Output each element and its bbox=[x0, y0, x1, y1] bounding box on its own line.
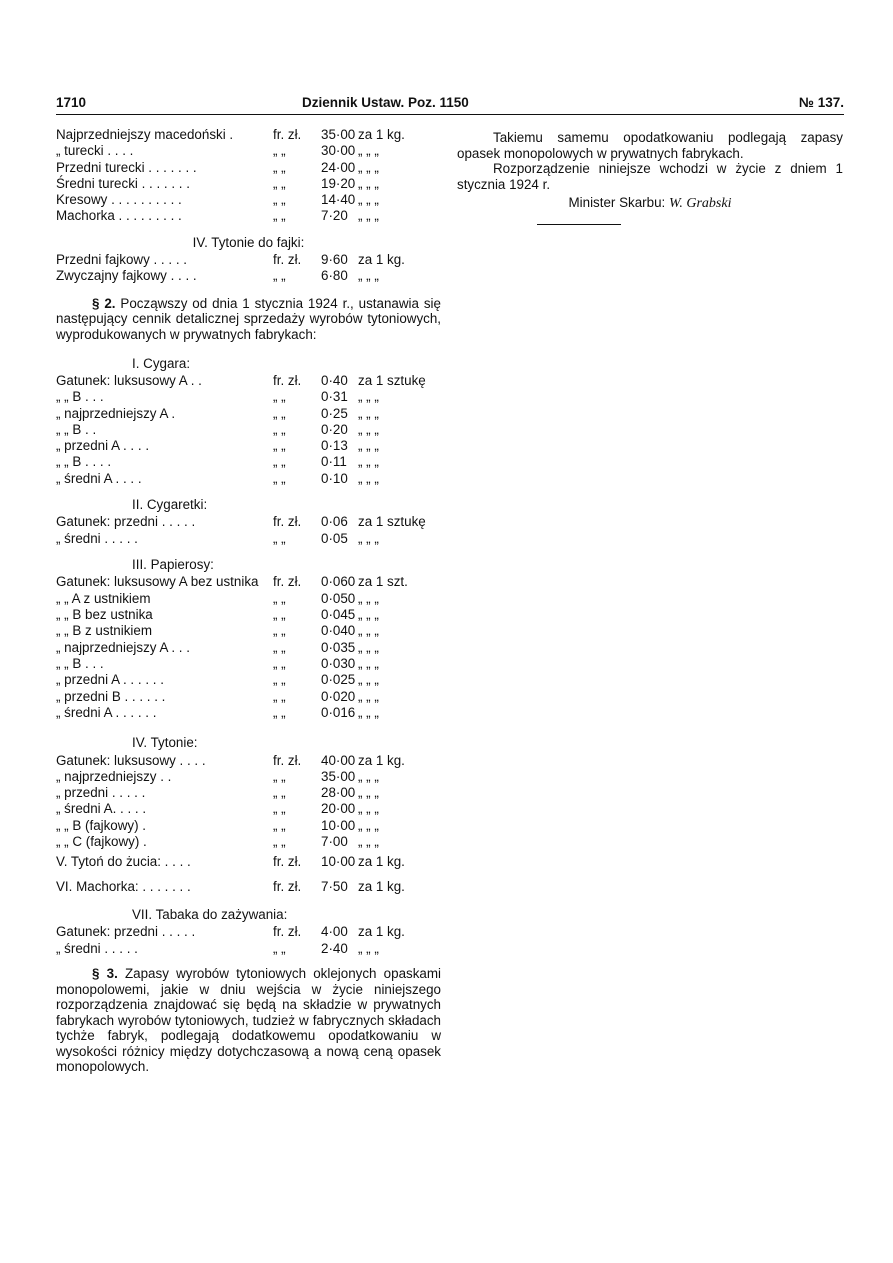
price-fr: „ „ bbox=[273, 268, 286, 284]
paragraph-text: Począwszy od dnia 1 stycznia 1924 r., ustanawia się następujący cennik detalicznej sprzedaży wyrobów tytoniowych, wyprodukowanych w prywatnych fabrykach: bbox=[56, 295, 441, 342]
price-price: 0·31 bbox=[321, 389, 348, 405]
price-unit: „ „ „ bbox=[358, 590, 379, 606]
price-row bbox=[56, 608, 441, 624]
price-fr: „ „ bbox=[273, 159, 286, 175]
price-unit: „ „ „ bbox=[358, 470, 379, 486]
price-row bbox=[56, 770, 441, 786]
price-fr: „ „ bbox=[273, 834, 286, 850]
price-price: 0·040 bbox=[321, 623, 356, 639]
price-unit: „ „ „ bbox=[358, 143, 379, 159]
left-column bbox=[56, 128, 441, 1079]
price-price: 0·050 bbox=[321, 590, 356, 606]
price-row bbox=[56, 209, 441, 225]
price-fr: „ „ bbox=[273, 530, 286, 546]
price-row bbox=[56, 515, 441, 531]
price-fr: „ „ bbox=[273, 801, 286, 817]
price-fr: „ „ bbox=[273, 623, 286, 639]
price-name: „ „ B z ustnikiem bbox=[56, 623, 152, 639]
price-unit: „ „ „ bbox=[358, 192, 379, 208]
price-price: 0·025 bbox=[321, 672, 356, 688]
price-name: „ „ B bez ustnika bbox=[56, 607, 153, 623]
price-name: „ „ C (fajkowy) . bbox=[56, 834, 147, 850]
page-header bbox=[56, 96, 844, 116]
price-name: „ najprzedniejszy . . bbox=[56, 768, 172, 784]
section-number: § 3. bbox=[92, 965, 118, 981]
price-name: V. Tytoń do żucia: . . . . bbox=[56, 854, 191, 870]
price-unit: „ „ „ bbox=[358, 768, 379, 784]
price-name: „ „ B . . . bbox=[56, 389, 104, 405]
price-name: Średni turecki . . . . . . . bbox=[56, 175, 190, 191]
price-row bbox=[56, 253, 441, 269]
signature bbox=[457, 196, 843, 211]
price-unit: za 1 kg. bbox=[358, 878, 405, 894]
price-unit: „ „ „ bbox=[358, 454, 379, 470]
price-unit: „ „ „ bbox=[358, 639, 379, 655]
price-fr: „ „ bbox=[273, 421, 286, 437]
price-row bbox=[56, 423, 441, 439]
price-name: „ przedni A . . . . . . bbox=[56, 672, 164, 688]
price-row bbox=[56, 641, 441, 657]
price-row bbox=[56, 455, 441, 471]
cigars-table bbox=[56, 374, 441, 488]
journal-title: Dziennik Ustaw. Poz. 1150 bbox=[302, 95, 469, 110]
price-fr: „ „ bbox=[273, 940, 286, 956]
price-fr: „ „ bbox=[273, 143, 286, 159]
price-unit: „ „ „ bbox=[358, 607, 379, 623]
price-price: 0·11 bbox=[321, 454, 347, 470]
price-row bbox=[56, 624, 441, 640]
price-unit: „ „ „ bbox=[358, 834, 379, 850]
price-unit: „ „ „ bbox=[358, 438, 379, 454]
right-column bbox=[457, 128, 843, 225]
price-fr: „ „ bbox=[273, 389, 286, 405]
price-price: 0·060 bbox=[321, 574, 356, 590]
price-row bbox=[56, 439, 441, 455]
price-unit: za 1 kg. bbox=[358, 127, 405, 142]
price-fr: „ „ bbox=[273, 192, 286, 208]
price-row bbox=[56, 269, 441, 285]
price-row bbox=[56, 161, 441, 177]
price-name: Gatunek: przedni . . . . . bbox=[56, 514, 196, 530]
price-fr: „ „ bbox=[273, 470, 286, 486]
price-price: 0·035 bbox=[321, 639, 356, 655]
price-price: 19·20 bbox=[321, 175, 356, 191]
price-price: 0·20 bbox=[321, 421, 348, 437]
price-price: 10·00 bbox=[321, 817, 356, 833]
price-name: Zwyczajny fajkowy . . . . bbox=[56, 268, 197, 284]
pipe-tobacco-table bbox=[56, 253, 441, 286]
price-row bbox=[56, 128, 441, 144]
price-fr: „ „ bbox=[273, 405, 286, 421]
price-unit: za 1 kg. bbox=[358, 252, 405, 268]
price-unit: „ „ „ bbox=[358, 389, 379, 405]
price-price: 20·00 bbox=[321, 801, 356, 817]
paragraph-3 bbox=[56, 966, 441, 1075]
price-price: 7·50 bbox=[321, 878, 348, 894]
price-row bbox=[56, 575, 441, 591]
price-row bbox=[56, 706, 441, 722]
signature-label: Minister Skarbu: bbox=[568, 195, 666, 211]
price-price: 0·10 bbox=[321, 470, 348, 486]
price-unit: za 1 kg. bbox=[358, 924, 405, 940]
price-name: Najprzedniejszy macedoński . bbox=[56, 127, 234, 142]
price-fr: „ „ bbox=[273, 607, 286, 623]
price-unit: „ „ „ bbox=[358, 623, 379, 639]
price-name: „ „ A z ustnikiem bbox=[56, 590, 151, 606]
price-unit: „ „ „ bbox=[358, 421, 379, 437]
signature-name: W. Grabski bbox=[668, 196, 732, 212]
price-fr: „ „ bbox=[273, 655, 286, 671]
price-price: 2·40 bbox=[321, 940, 348, 956]
section-heading-cigars: I. Cygara: bbox=[132, 355, 191, 371]
price-price: 30·00 bbox=[321, 143, 356, 159]
price-name: „ „ B . . bbox=[56, 421, 97, 437]
price-price: 35·00 bbox=[321, 768, 356, 784]
section-heading-pipe: IV. Tytonie do fajki: bbox=[192, 234, 305, 250]
price-price: 24·00 bbox=[321, 159, 356, 175]
price-fr: „ „ bbox=[273, 768, 286, 784]
price-name: „ średni . . . . . bbox=[56, 530, 138, 546]
price-fr: „ „ bbox=[273, 438, 286, 454]
price-name: Przedni fajkowy . . . . . bbox=[56, 252, 187, 268]
price-fr: „ „ bbox=[273, 454, 286, 470]
price-row bbox=[56, 592, 441, 608]
price-unit: „ „ „ bbox=[358, 688, 379, 704]
price-price: 0·020 bbox=[321, 688, 356, 704]
section-heading-tobaccos: IV. Tytonie: bbox=[132, 735, 198, 751]
price-name: „ średni A. . . . . bbox=[56, 801, 147, 817]
price-unit: za 1 sztukę bbox=[358, 372, 426, 388]
price-unit: za 1 kg. bbox=[358, 854, 405, 870]
price-name: „ „ B (fajkowy) . bbox=[56, 817, 147, 833]
machorka-row bbox=[56, 880, 441, 896]
cigarettes-table bbox=[56, 575, 441, 722]
price-fr: fr. zł. bbox=[273, 252, 302, 268]
price-row bbox=[56, 177, 441, 193]
price-price: 0·40 bbox=[321, 372, 348, 388]
price-unit: „ „ „ bbox=[358, 940, 379, 956]
price-row bbox=[56, 657, 441, 673]
price-price: 10·00 bbox=[321, 854, 356, 870]
price-price: 35·00 bbox=[321, 127, 356, 142]
price-fr: fr. zł. bbox=[273, 878, 302, 894]
price-name: „ „ B . . . bbox=[56, 655, 104, 671]
price-price: 0·016 bbox=[321, 704, 356, 720]
price-row bbox=[56, 144, 441, 160]
price-price: 7·00 bbox=[321, 834, 348, 850]
price-unit: „ „ „ bbox=[358, 175, 379, 191]
section-heading-snuff: VII. Tabaka do zażywania: bbox=[132, 906, 288, 922]
price-name: „ turecki . . . . bbox=[56, 143, 134, 159]
price-unit: „ „ „ bbox=[358, 208, 379, 224]
price-price: 6·80 bbox=[321, 268, 348, 284]
price-name: „ średni . . . . . bbox=[56, 940, 138, 956]
price-row bbox=[56, 942, 441, 958]
price-fr: fr. zł. bbox=[273, 752, 302, 768]
price-row bbox=[56, 786, 441, 802]
price-name: „ najprzedniejszy A . . . bbox=[56, 639, 190, 655]
price-row bbox=[56, 390, 441, 406]
price-row bbox=[56, 690, 441, 706]
price-unit: „ „ „ bbox=[358, 785, 379, 801]
price-unit: „ „ „ bbox=[358, 817, 379, 833]
price-row bbox=[56, 407, 441, 423]
snuff-table bbox=[56, 925, 441, 958]
price-name: Machorka . . . . . . . . . bbox=[56, 208, 182, 224]
price-name: Kresowy . . . . . . . . . . bbox=[56, 192, 182, 208]
price-unit: „ „ „ bbox=[358, 268, 379, 284]
price-name: Gatunek: luksusowy A . . bbox=[56, 372, 202, 388]
price-price: 40·00 bbox=[321, 752, 356, 768]
price-row bbox=[56, 673, 441, 689]
price-row bbox=[56, 835, 441, 851]
price-unit: „ „ „ bbox=[358, 405, 379, 421]
price-unit: „ „ „ bbox=[358, 704, 379, 720]
price-unit: za 1 sztukę bbox=[358, 514, 426, 530]
section-heading-cigarillos: II. Cygaretki: bbox=[132, 497, 208, 513]
price-row bbox=[56, 819, 441, 835]
price-unit: „ „ „ bbox=[358, 672, 379, 688]
price-price: 0·045 bbox=[321, 607, 356, 623]
tobaccos-table bbox=[56, 754, 441, 852]
price-unit: za 1 szt. bbox=[358, 574, 408, 590]
price-unit: „ „ „ bbox=[358, 159, 379, 175]
price-price: 0·25 bbox=[321, 405, 348, 421]
price-fr: „ „ bbox=[273, 208, 286, 224]
price-row bbox=[56, 880, 441, 896]
price-name: „ średni A . . . . bbox=[56, 470, 142, 486]
header-rule bbox=[56, 114, 844, 115]
price-price: 4·00 bbox=[321, 924, 348, 940]
price-name: Gatunek: luksusowy A bez ustnika bbox=[56, 574, 259, 590]
price-fr: „ „ bbox=[273, 817, 286, 833]
price-name: „ przedni . . . . . bbox=[56, 785, 146, 801]
right-paragraph-2: Rozporządzenie niniejsze wchodzi w życie z dniem 1 stycznia 1924 r. bbox=[457, 161, 843, 192]
price-fr: fr. zł. bbox=[273, 127, 302, 142]
price-name: Przedni turecki . . . . . . . bbox=[56, 159, 197, 175]
price-name: VI. Machorka: . . . . . . . bbox=[56, 878, 191, 894]
price-fr: fr. zł. bbox=[273, 924, 302, 940]
price-row bbox=[56, 193, 441, 209]
cigarillos-table bbox=[56, 515, 441, 548]
price-fr: fr. zł. bbox=[273, 514, 302, 530]
price-price: 0·030 bbox=[321, 655, 356, 671]
price-name: „ przedni B . . . . . . bbox=[56, 688, 166, 704]
page-number: 1710 bbox=[56, 95, 87, 110]
price-fr: „ „ bbox=[273, 175, 286, 191]
right-paragraph-1: Takiemu samemu opodatkowaniu podlegają zapasy opasek monopolowych w prywatnych fabrykach. bbox=[457, 130, 843, 161]
price-row bbox=[56, 472, 441, 488]
price-row bbox=[56, 532, 441, 548]
price-fr: „ „ bbox=[273, 639, 286, 655]
price-fr: fr. zł. bbox=[273, 372, 302, 388]
price-unit: „ „ „ bbox=[358, 530, 379, 546]
price-fr: fr. zł. bbox=[273, 574, 302, 590]
price-price: 28·00 bbox=[321, 785, 356, 801]
price-price: 0·05 bbox=[321, 530, 348, 546]
paragraph-text: Zapasy wyrobów tytoniowych oklejonych opaskami monopolowemi, jakie w dniu wejścia w życie niniejszego rozporządzenia znajdować się będą na składzie w prywatnych fabrykach wyrobów tytoniowych, tudzież w fabrycznych składach tychże fabryk, podlegają dodatkowemu opodatkowaniu w wysokości różnicy między dotychczasową a nową ceną opasek monopolowych. bbox=[56, 965, 441, 1075]
price-name: „ „ B . . . . bbox=[56, 454, 112, 470]
price-price: 14·40 bbox=[321, 192, 356, 208]
price-unit: za 1 kg. bbox=[358, 752, 405, 768]
price-fr: „ „ bbox=[273, 785, 286, 801]
price-fr: „ „ bbox=[273, 688, 286, 704]
price-fr: „ „ bbox=[273, 672, 286, 688]
paragraph-2 bbox=[56, 296, 441, 343]
section-number: § 2. bbox=[92, 295, 116, 311]
price-price: 0·06 bbox=[321, 514, 348, 530]
price-name: Gatunek: przedni . . . . . bbox=[56, 924, 196, 940]
price-unit: „ „ „ bbox=[358, 655, 379, 671]
price-name: Gatunek: luksusowy . . . . bbox=[56, 752, 206, 768]
issue-number: № 137. bbox=[798, 95, 844, 110]
price-row bbox=[56, 802, 441, 818]
price-row bbox=[56, 374, 441, 390]
price-row bbox=[56, 754, 441, 770]
price-price: 7·20 bbox=[321, 208, 348, 224]
price-row bbox=[56, 925, 441, 941]
price-fr: „ „ bbox=[273, 704, 286, 720]
price-unit: „ „ „ bbox=[358, 801, 379, 817]
price-name: „ średni A . . . . . . bbox=[56, 704, 157, 720]
chewing-tobacco-row bbox=[56, 855, 441, 871]
section-heading-cigarettes: III. Papierosy: bbox=[132, 557, 214, 573]
price-price: 9·60 bbox=[321, 252, 348, 268]
closing-rule bbox=[537, 224, 621, 225]
price-name: „ przedni A . . . . bbox=[56, 438, 150, 454]
price-fr: „ „ bbox=[273, 590, 286, 606]
price-row bbox=[56, 855, 441, 871]
price-name: „ najprzedniejszy A . bbox=[56, 405, 176, 421]
tobacco-table bbox=[56, 128, 441, 226]
price-price: 0·13 bbox=[321, 438, 348, 454]
price-fr: fr. zł. bbox=[273, 854, 302, 870]
